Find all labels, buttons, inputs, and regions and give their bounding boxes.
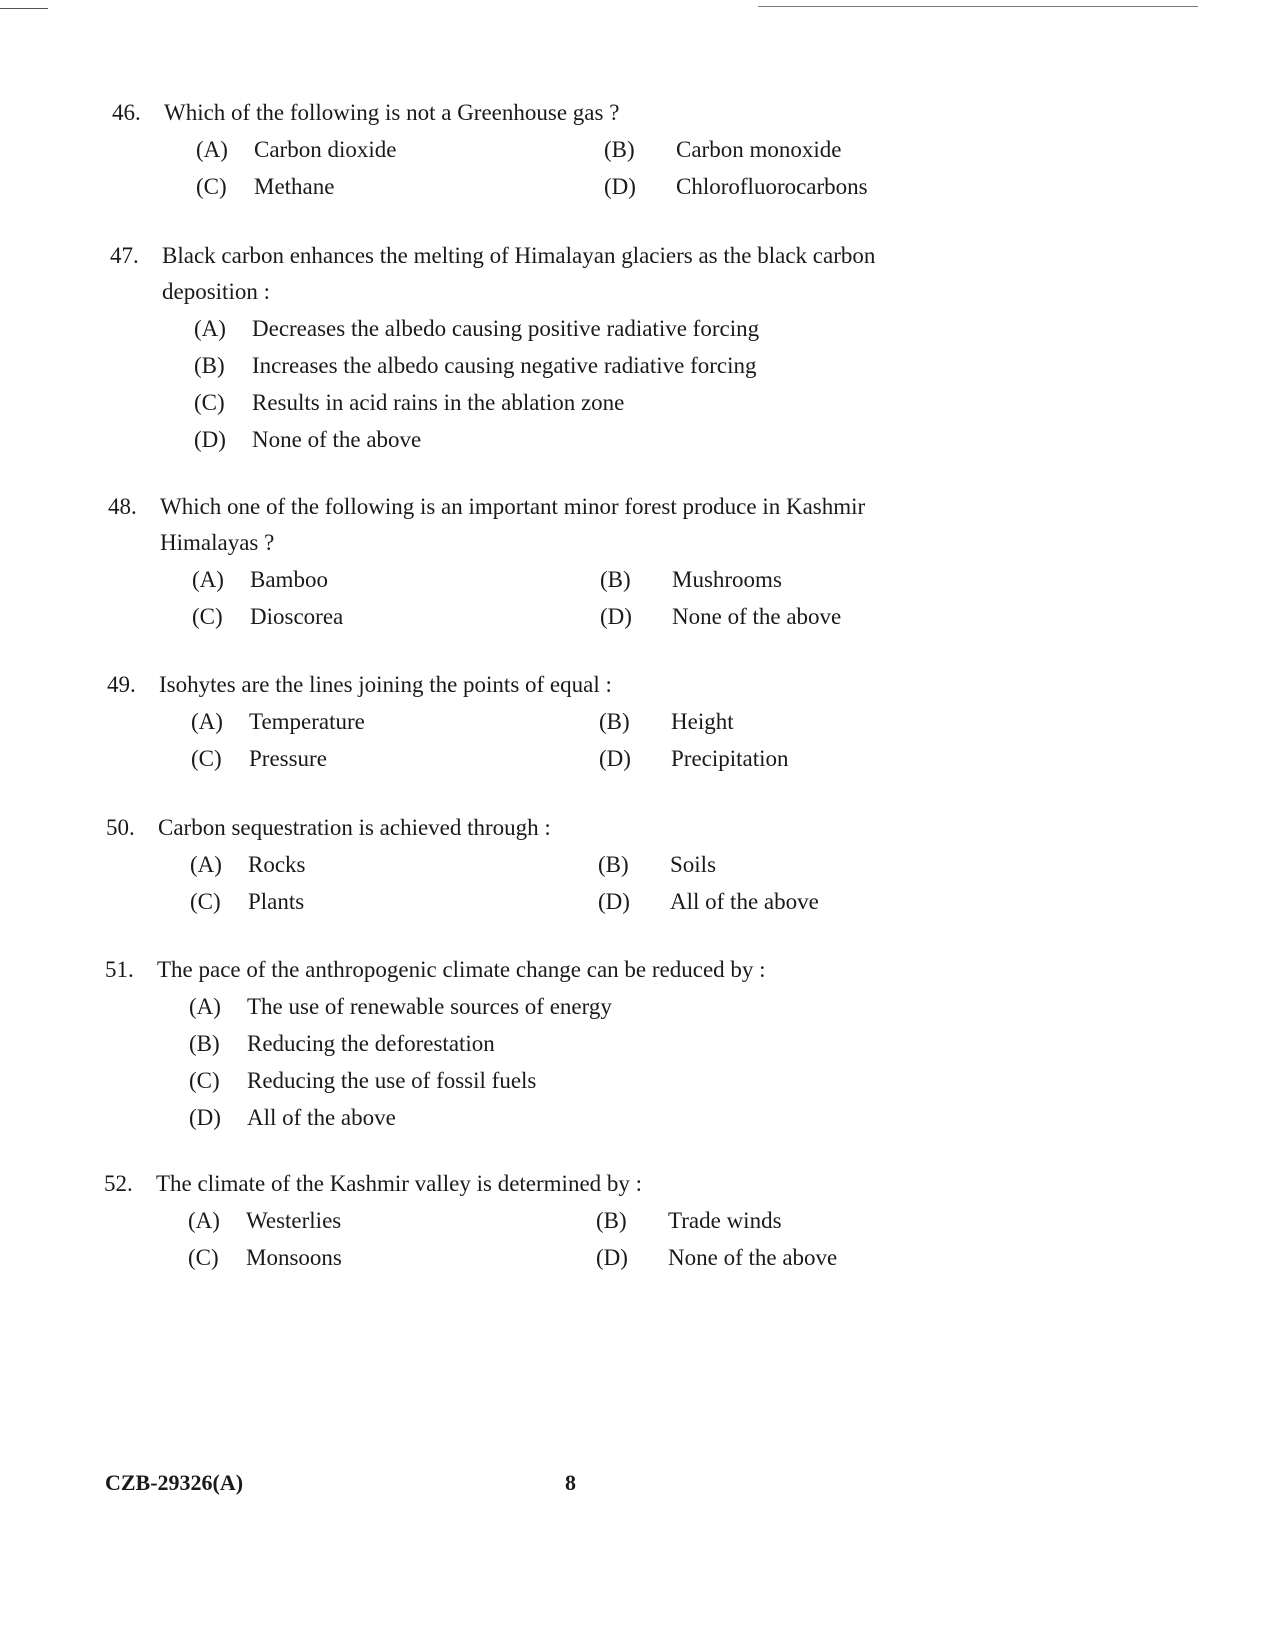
option-text: Precipitation — [671, 745, 789, 771]
option-c[interactable] — [162, 385, 624, 421]
question-text: Carbon sequestration is achieved through : — [158, 815, 551, 840]
option-text: The use of renewable sources of energy — [247, 993, 612, 1019]
option-text: Increases the albedo causing negative radiative forcing — [252, 352, 757, 378]
option-label: (B) — [189, 1030, 220, 1056]
option-b[interactable] — [599, 704, 734, 740]
options — [160, 561, 920, 635]
option-a[interactable] — [160, 562, 600, 598]
option-c[interactable] — [164, 169, 604, 205]
option-label: (D) — [598, 888, 630, 914]
option-label: (C) — [191, 745, 222, 771]
option-label: (C) — [189, 1067, 220, 1093]
question-number: 51. — [105, 957, 134, 982]
options — [158, 846, 918, 920]
option-text: Reducing the use of fossil fuels — [247, 1067, 537, 1093]
options — [162, 310, 922, 458]
option-d[interactable] — [599, 741, 789, 777]
option-label: (A) — [194, 315, 226, 341]
question-text: Isohytes are the lines joining the points of equal : — [159, 672, 612, 697]
option-text: Soils — [670, 851, 717, 877]
option-text: Chlorofluorocarbons — [676, 173, 868, 199]
option-c[interactable] — [156, 1240, 596, 1276]
option-text: Pressure — [249, 745, 327, 771]
options — [164, 131, 924, 205]
option-label: (B) — [194, 352, 225, 378]
option-label: (A) — [189, 993, 221, 1019]
option-text: Bamboo — [250, 566, 328, 592]
option-a[interactable] — [162, 311, 759, 347]
question-text: Black carbon enhances the melting of Himalayan glaciers as the black carbon deposition : — [162, 243, 876, 304]
option-d[interactable] — [598, 884, 819, 920]
question-text: The pace of the anthropogenic climate change can be reduced by : — [157, 957, 766, 982]
option-label: (D) — [604, 173, 636, 199]
option-a[interactable] — [159, 704, 599, 740]
option-label: (D) — [600, 603, 632, 629]
option-b[interactable] — [600, 562, 782, 598]
options — [157, 988, 917, 1136]
option-label: (C) — [192, 603, 223, 629]
option-d[interactable] — [157, 1100, 396, 1136]
option-label: (D) — [596, 1244, 628, 1270]
option-text: None of the above — [252, 426, 422, 452]
question-text: Which of the following is not a Greenhouse gas ? — [164, 100, 620, 125]
option-text: None of the above — [672, 603, 842, 629]
booklet-code: CZB-29326(A) — [105, 1470, 244, 1495]
question-52 — [104, 1166, 916, 1276]
option-label: (A) — [192, 566, 224, 592]
option-label: (A) — [190, 851, 222, 877]
option-c[interactable] — [159, 741, 599, 777]
options — [159, 703, 919, 777]
option-label: (B) — [598, 851, 629, 877]
option-label: (A) — [188, 1207, 220, 1233]
option-text: Temperature — [249, 708, 365, 734]
page-number: 8 — [565, 1470, 576, 1495]
option-text: All of the above — [247, 1104, 396, 1130]
option-a[interactable] — [157, 989, 612, 1025]
option-label: (D) — [194, 426, 226, 452]
option-text: Rocks — [248, 851, 306, 877]
question-text: The climate of the Kashmir valley is determined by : — [156, 1171, 643, 1196]
option-c[interactable] — [160, 599, 600, 635]
option-label: (D) — [599, 745, 631, 771]
option-text: Westerlies — [246, 1207, 342, 1233]
question-number: 49. — [107, 672, 136, 697]
question-51 — [105, 952, 917, 1136]
scan-artifact-right — [758, 6, 1198, 7]
question-number: 52. — [104, 1171, 133, 1196]
option-b[interactable] — [604, 132, 841, 168]
option-text: Carbon dioxide — [254, 136, 397, 162]
option-b[interactable] — [596, 1203, 782, 1239]
question-50 — [106, 810, 918, 920]
scan-artifact-left — [0, 8, 48, 9]
option-d[interactable] — [604, 169, 868, 205]
question-number: 50. — [106, 815, 135, 840]
option-label: (C) — [196, 173, 227, 199]
option-label: (B) — [604, 136, 635, 162]
option-text: Height — [671, 708, 734, 734]
option-text: Methane — [254, 173, 335, 199]
question-47 — [110, 238, 922, 458]
option-label: (B) — [600, 566, 631, 592]
question-46 — [112, 95, 924, 205]
question-text: Which one of the following is an important minor forest produce in Kashmir Himalayas ? — [160, 494, 866, 555]
option-text: Mushrooms — [672, 566, 782, 592]
option-text: Reducing the deforestation — [247, 1030, 495, 1056]
question-number: 48. — [108, 494, 137, 519]
option-label: (B) — [596, 1207, 627, 1233]
options — [156, 1202, 916, 1276]
option-b[interactable] — [162, 348, 757, 384]
option-text: Decreases the albedo causing positive radiative forcing — [252, 315, 760, 341]
option-d[interactable] — [596, 1240, 837, 1276]
option-label: (D) — [189, 1104, 221, 1130]
question-number: 46. — [112, 100, 141, 125]
option-label: (C) — [194, 389, 225, 415]
option-label: (B) — [599, 708, 630, 734]
option-text: Trade winds — [668, 1207, 782, 1233]
option-a[interactable] — [164, 132, 604, 168]
option-text: All of the above — [670, 888, 819, 914]
option-text: Dioscorea — [250, 603, 344, 629]
option-text: None of the above — [668, 1244, 838, 1270]
option-label: (C) — [190, 888, 221, 914]
option-b[interactable] — [157, 1026, 495, 1062]
option-a[interactable] — [156, 1203, 596, 1239]
option-b[interactable] — [598, 847, 716, 883]
question-number: 47. — [110, 243, 139, 268]
option-c[interactable] — [158, 884, 598, 920]
option-text: Results in acid rains in the ablation zone — [252, 389, 625, 415]
option-c[interactable] — [157, 1063, 536, 1099]
option-text: Monsoons — [246, 1244, 342, 1270]
option-label: (C) — [188, 1244, 219, 1270]
question-48 — [108, 489, 920, 635]
option-label: (A) — [196, 136, 228, 162]
option-d[interactable] — [162, 422, 421, 458]
option-text: Carbon monoxide — [676, 136, 842, 162]
option-a[interactable] — [158, 847, 598, 883]
option-label: (A) — [191, 708, 223, 734]
option-d[interactable] — [600, 599, 841, 635]
option-text: Plants — [248, 888, 305, 914]
question-49 — [107, 667, 919, 777]
